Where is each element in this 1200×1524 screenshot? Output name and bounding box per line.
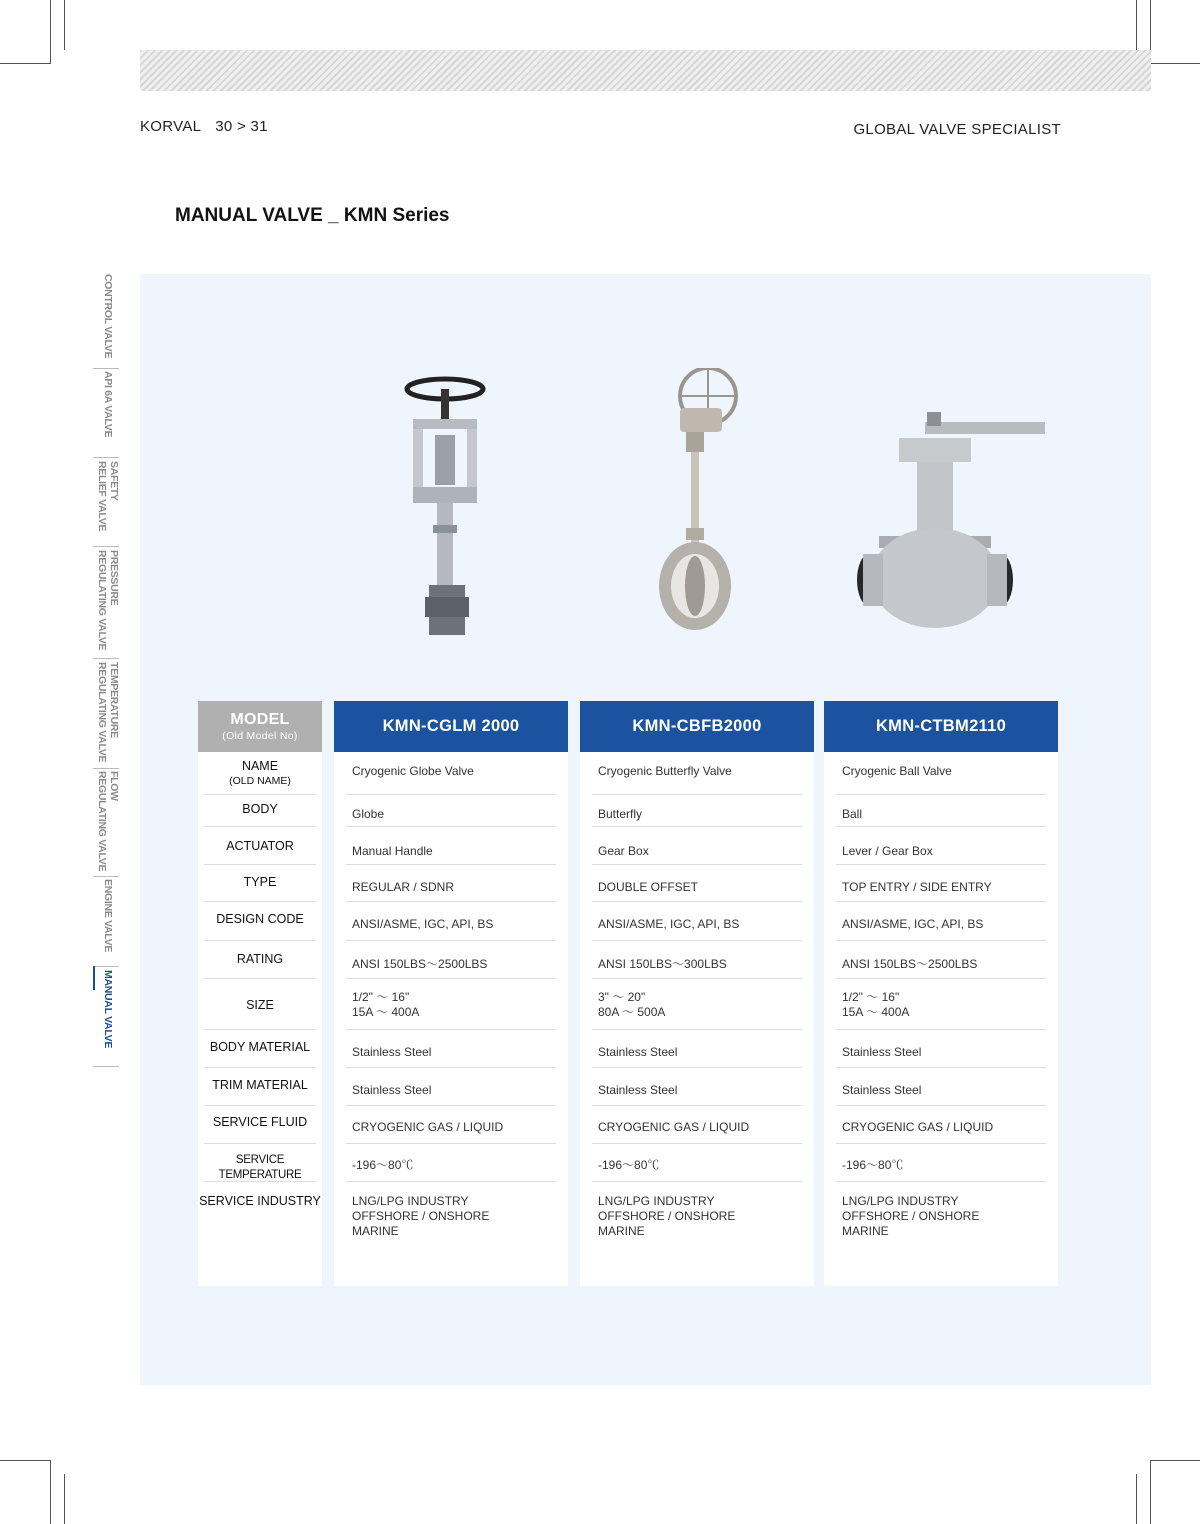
spec-value <box>598 1194 804 1239</box>
side-nav-label: CONTROL VALVE <box>102 274 114 359</box>
spec-value-line: Stainless Steel <box>352 1083 432 1097</box>
side-nav-label: SAFETY RELIEF VALVE <box>96 461 120 532</box>
spec-value-line: Butterfly <box>598 807 643 821</box>
ball-valve-image <box>855 408 1045 630</box>
spec-value <box>352 1045 558 1060</box>
spec-value <box>352 1083 558 1098</box>
header-hatch-band <box>140 50 1151 91</box>
spec-value-line: 3" ～ 20" <box>598 990 646 1004</box>
row-label <box>198 1194 322 1209</box>
brand-name: KORVAL <box>140 118 202 135</box>
spec-value <box>352 1120 558 1135</box>
spec-value <box>352 1194 558 1239</box>
side-nav-item-control-valve[interactable] <box>88 274 128 359</box>
spec-value <box>842 807 1048 822</box>
side-nav-label: FLOW REGULATING VALVE <box>96 771 120 872</box>
spec-value-line: Cryogenic Globe Valve <box>352 764 474 778</box>
spec-value-line: CRYOGENIC GAS / LIQUID <box>598 1120 750 1134</box>
spec-value-line: Lever / Gear Box <box>842 844 933 858</box>
spec-value <box>842 917 1048 932</box>
spec-value-line: LNG/LPG INDUSTRY <box>352 1194 469 1208</box>
spec-value-line: MARINE <box>352 1224 399 1238</box>
spec-value-line: Cryogenic Ball Valve <box>842 764 952 778</box>
row-divider <box>592 864 802 865</box>
crop-mark <box>1136 1474 1137 1524</box>
row-divider <box>836 1067 1046 1068</box>
spec-value-line: ANSI/ASME, IGC, API, BS <box>842 917 984 931</box>
row-label <box>198 875 322 890</box>
spec-value-line: ANSI/ASME, IGC, API, BS <box>352 917 494 931</box>
row-label-main: SERVICE FLUID <box>212 1115 308 1129</box>
spec-value-line: -196～80℃ <box>352 1158 414 1172</box>
side-nav-label: PRESSURE REGULATING VALVE <box>96 550 120 651</box>
row-divider <box>204 826 316 827</box>
row-divider <box>836 901 1046 902</box>
spec-value <box>352 844 558 859</box>
row-divider <box>592 794 802 795</box>
divider <box>93 546 119 547</box>
spec-value <box>598 1045 804 1060</box>
row-label <box>198 839 322 854</box>
row-label <box>198 1115 322 1130</box>
row-divider <box>346 826 556 827</box>
spec-value-line: 1/2" ～ 16" <box>842 990 900 1004</box>
spec-value-line: LNG/LPG INDUSTRY <box>842 1194 959 1208</box>
model-header-sublabel: (Old Model No) <box>222 730 298 742</box>
side-nav-item-api-6a-valve[interactable] <box>88 371 128 438</box>
row-label-main: TRIM MATERIAL <box>212 1078 308 1092</box>
row-divider <box>592 978 802 979</box>
side-nav-item-pressure-regulating-valve[interactable] <box>88 550 128 651</box>
spec-value-line: ANSI 150LBS～300LBS <box>598 957 727 971</box>
crop-mark <box>64 1474 65 1524</box>
crop-mark <box>1150 1460 1151 1524</box>
row-divider <box>204 901 316 902</box>
spec-value-line: Gear Box <box>598 844 649 858</box>
spec-value-line: ANSI 150LBS～2500LBS <box>352 957 488 971</box>
divider <box>93 966 119 967</box>
side-nav-item-flow-regulating-valve[interactable] <box>88 771 128 872</box>
row-divider <box>592 1181 802 1182</box>
row-label-column <box>198 701 322 1286</box>
row-label <box>198 1153 322 1183</box>
spec-value-line: Globe <box>352 807 385 821</box>
page-numbers: 30 > 31 <box>215 118 268 135</box>
divider <box>93 876 119 877</box>
row-divider <box>204 1029 316 1030</box>
row-divider <box>346 794 556 795</box>
spec-value <box>842 1194 1048 1239</box>
product-column-1 <box>334 701 568 1286</box>
row-divider <box>836 1181 1046 1182</box>
spec-value-line: 80A ～ 500A <box>598 1005 666 1019</box>
spec-value <box>598 764 804 779</box>
row-divider <box>836 1105 1046 1106</box>
spec-value-line: MARINE <box>598 1224 645 1238</box>
row-divider <box>346 978 556 979</box>
row-divider <box>204 794 316 795</box>
page-title: MANUAL VALVE _ KMN Series <box>175 205 450 226</box>
divider <box>93 457 119 458</box>
row-divider <box>592 826 802 827</box>
spec-value-line: TOP ENTRY / SIDE ENTRY <box>842 880 992 894</box>
spec-value-line: CRYOGENIC GAS / LIQUID <box>352 1120 504 1134</box>
row-divider <box>592 1067 802 1068</box>
spec-value-line: ANSI/ASME, IGC, API, BS <box>598 917 740 931</box>
spec-value <box>352 1158 558 1173</box>
row-label <box>198 952 322 967</box>
product-column-2 <box>580 701 814 1286</box>
spec-value-line: Manual Handle <box>352 844 433 858</box>
divider <box>93 768 119 769</box>
row-label-sub: (OLD NAME) <box>229 775 291 787</box>
spec-value-line: MARINE <box>842 1224 889 1238</box>
divider <box>93 368 119 369</box>
side-nav-item-temperature-regulating-valve[interactable] <box>88 662 128 763</box>
row-label-main: RATING <box>236 952 284 966</box>
crop-mark <box>50 0 51 64</box>
side-nav-label: TEMPERATURE REGULATING VALVE <box>96 662 120 763</box>
row-label-main: NAME <box>241 759 279 773</box>
spec-value-line: Cryogenic Butterfly Valve <box>598 764 732 778</box>
row-label <box>198 998 322 1013</box>
row-divider <box>346 1181 556 1182</box>
spec-value-line: OFFSHORE / ONSHORE <box>352 1209 490 1223</box>
side-nav-label: API 6A VALVE <box>102 371 114 438</box>
side-nav-item-manual-valve[interactable] <box>88 970 128 1049</box>
row-divider <box>346 1067 556 1068</box>
spec-value-line: Stainless Steel <box>598 1045 678 1059</box>
model-name: KMN-CBFB2000 <box>580 701 814 752</box>
row-divider <box>592 1029 802 1030</box>
row-divider <box>204 978 316 979</box>
divider <box>93 658 119 659</box>
row-divider <box>592 940 802 941</box>
spec-value-line: DOUBLE OFFSET <box>598 880 699 894</box>
header-left <box>140 118 282 135</box>
row-label <box>198 912 322 927</box>
crop-mark <box>0 1460 50 1461</box>
row-divider <box>592 1143 802 1144</box>
crop-mark <box>0 63 50 64</box>
spec-value-line: Stainless Steel <box>842 1045 922 1059</box>
crop-mark <box>64 0 65 50</box>
spec-value-line: 15A ～ 400A <box>842 1005 910 1019</box>
spec-value <box>352 957 558 972</box>
spec-value-line: Stainless Steel <box>598 1083 678 1097</box>
divider <box>93 1066 119 1067</box>
spec-value <box>598 957 804 972</box>
spec-value <box>352 880 558 895</box>
row-divider <box>836 940 1046 941</box>
row-divider <box>204 940 316 941</box>
spec-value <box>598 990 804 1020</box>
row-divider <box>204 864 316 865</box>
row-label-main: DESIGN CODE <box>216 912 304 926</box>
header-tagline: GLOBAL VALVE SPECIALIST <box>853 121 1061 138</box>
spec-value-line: ANSI 150LBS～2500LBS <box>842 957 978 971</box>
row-label <box>198 1078 322 1093</box>
model-header-label: MODEL <box>230 711 290 728</box>
spec-value <box>842 1083 1048 1098</box>
row-label-main: TYPE <box>243 875 277 889</box>
spec-value-line: 15A ～ 400A <box>352 1005 420 1019</box>
spec-value-line: OFFSHORE / ONSHORE <box>598 1209 736 1223</box>
spec-value-line: -196～80℃ <box>598 1158 660 1172</box>
spec-value <box>598 844 804 859</box>
spec-value <box>598 807 804 822</box>
spec-value <box>842 1158 1048 1173</box>
row-label <box>198 759 322 789</box>
row-label <box>198 1040 322 1055</box>
spec-value <box>598 880 804 895</box>
spec-value-line: Stainless Steel <box>352 1045 432 1059</box>
spec-value <box>598 1083 804 1098</box>
spec-value <box>598 1120 804 1135</box>
model-name: KMN-CGLM 2000 <box>334 701 568 752</box>
spec-value-line: -196～80℃ <box>842 1158 904 1172</box>
row-divider <box>346 1029 556 1030</box>
row-divider <box>204 1105 316 1106</box>
spec-value <box>352 917 558 932</box>
row-divider <box>346 1105 556 1106</box>
model-header <box>198 701 322 752</box>
side-nav-item-safety-relief-valve[interactable] <box>88 461 128 532</box>
row-divider <box>346 1143 556 1144</box>
spec-value <box>842 764 1048 779</box>
spec-value <box>842 844 1048 859</box>
spec-value <box>842 957 1048 972</box>
globe-valve-image <box>395 375 505 640</box>
crop-mark <box>50 1460 51 1524</box>
spec-value <box>842 990 1048 1020</box>
crop-mark <box>1150 1460 1200 1461</box>
row-divider <box>836 1029 1046 1030</box>
butterfly-valve-image <box>650 368 750 638</box>
side-nav-label: ENGINE VALVE <box>102 879 114 953</box>
row-label-main: BODY <box>242 802 278 816</box>
row-divider <box>836 1143 1046 1144</box>
row-divider <box>836 864 1046 865</box>
spec-value-line: LNG/LPG INDUSTRY <box>598 1194 715 1208</box>
crop-mark <box>1150 63 1200 64</box>
row-label <box>198 802 322 817</box>
model-name: KMN-CTBM2110 <box>824 701 1058 752</box>
spec-value <box>352 807 558 822</box>
product-column-3 <box>824 701 1058 1286</box>
spec-value <box>842 880 1048 895</box>
spec-value-line: 1/2" ～ 16" <box>352 990 410 1004</box>
spec-value <box>352 764 558 779</box>
spec-value-line: Ball <box>842 807 863 821</box>
row-divider <box>836 794 1046 795</box>
row-label-main: BODY MATERIAL <box>209 1040 311 1054</box>
crop-mark <box>1136 0 1137 50</box>
row-divider <box>204 1143 316 1144</box>
spec-value <box>352 990 558 1020</box>
row-label-main: SERVICE TEMPERATURE <box>218 1154 302 1181</box>
spec-value-line: Stainless Steel <box>842 1083 922 1097</box>
row-divider <box>346 901 556 902</box>
side-nav-label: MANUAL VALVE <box>102 970 114 1049</box>
row-divider <box>836 978 1046 979</box>
spec-value <box>842 1120 1048 1135</box>
spec-value-line: OFFSHORE / ONSHORE <box>842 1209 980 1223</box>
row-label-main: SIZE <box>246 998 274 1012</box>
row-label-main: SERVICE INDUSTRY <box>199 1194 321 1208</box>
spec-value-line: CRYOGENIC GAS / LIQUID <box>842 1120 994 1134</box>
row-divider <box>204 1067 316 1068</box>
row-divider <box>204 1181 316 1182</box>
row-divider <box>346 940 556 941</box>
spec-value <box>598 1158 804 1173</box>
row-divider <box>592 901 802 902</box>
row-divider <box>836 826 1046 827</box>
side-nav-item-engine-valve[interactable] <box>88 879 128 953</box>
row-label-main: ACTUATOR <box>226 839 294 853</box>
spec-value-line: REGULAR / SDNR <box>352 880 455 894</box>
row-divider <box>346 864 556 865</box>
spec-value <box>598 917 804 932</box>
spec-value <box>842 1045 1048 1060</box>
row-divider <box>592 1105 802 1106</box>
